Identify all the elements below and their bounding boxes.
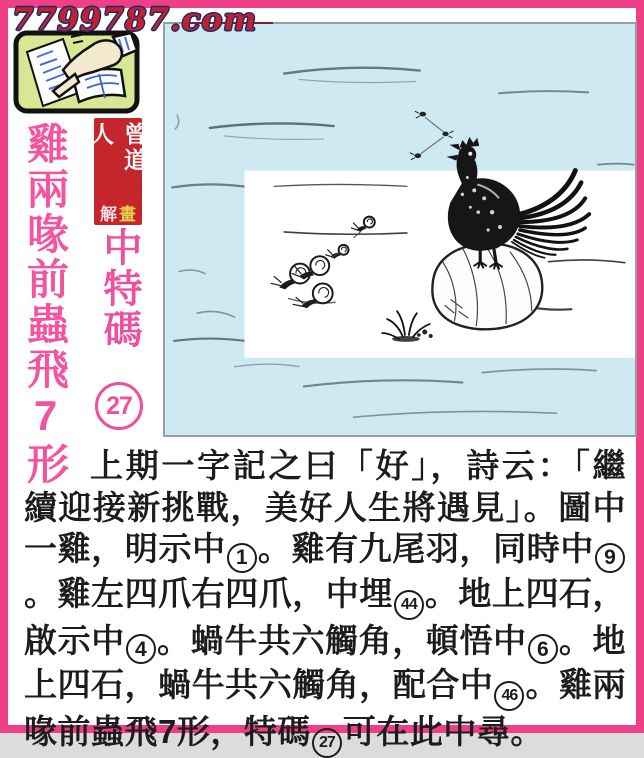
circled-number: 6	[528, 634, 558, 664]
slogan-vertical-text: 雞兩喙前蟲飛7形	[22, 122, 69, 487]
rooster-illustration	[165, 24, 635, 435]
circled-number: 9	[595, 543, 625, 573]
zengdaoren-banner	[88, 118, 147, 225]
article-text: 上期一字記之曰「好」，詩云：「繼續迎接新挑戰，美好人生將遇見」。圖中一雞，明示中 1 。雞有九尾羽，同時中 9。雞左四爪右四爪，中埋 44 。地上四石，啟示中 4 。蝸牛共六觸角，頓悟中 6 。地上四石，蝸牛共六觸角，配合中 46 。雞兩喙前蟲飛7形，特碼 27 可在此中尋。	[24, 445, 626, 707]
circled-number: 27	[312, 728, 342, 758]
circled-number: 4	[126, 634, 156, 664]
bug-trail	[410, 111, 454, 160]
banner-main-text: 曾道人	[88, 122, 147, 174]
rock	[432, 242, 542, 329]
prediction-label: 中特碼	[98, 227, 141, 350]
circled-number: 44	[394, 590, 424, 620]
circled-number: 1	[227, 543, 257, 573]
banner-sub-text: 解 畫	[100, 205, 136, 224]
circled-number: 46	[494, 681, 524, 711]
prediction-number-badge: 27	[95, 382, 143, 430]
artwork-canvas	[163, 22, 637, 437]
site-url: 7799787.com	[12, 2, 258, 38]
hand-writing-on-paper-icon	[13, 30, 140, 114]
